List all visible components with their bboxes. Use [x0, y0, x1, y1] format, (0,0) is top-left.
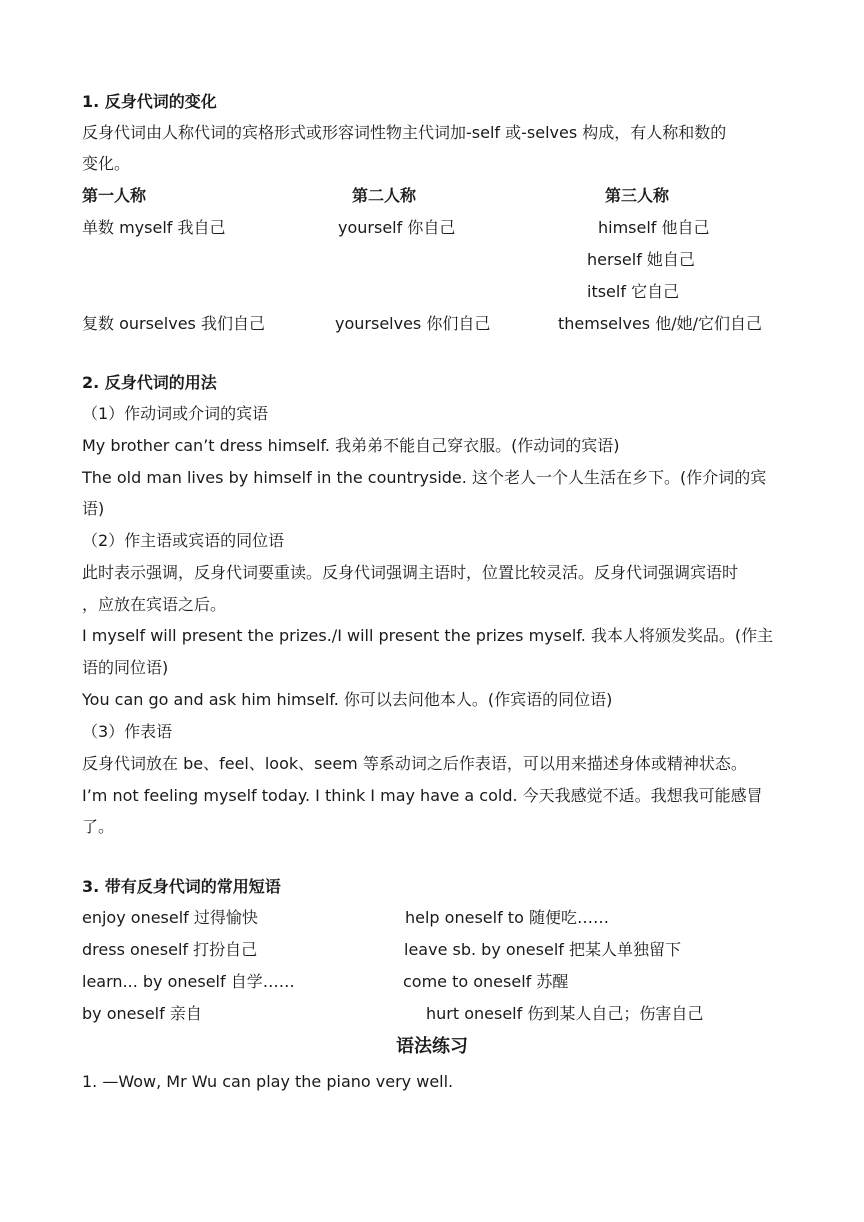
- section2-line: I’m not feeling myself today. I think I may have a cold. 今天我感觉不适。我想我可能感冒: [82, 786, 763, 805]
- exercise-title: 语法练习: [396, 1036, 468, 1057]
- header-first-person: 第一人称: [82, 186, 147, 205]
- section2-line: 此时表示强调，反身代词要重读。反身代词强调主语时，位置比较灵活。反身代词强调宾语时: [82, 563, 739, 582]
- section2-line: 了。: [82, 817, 115, 836]
- section1-intro-line2: 变化。: [82, 154, 131, 173]
- section2-line: You can go and ask him himself. 你可以去问他本人。(作宾语的同位语): [82, 690, 613, 709]
- section2-line: （1）作动词或介词的宾语: [82, 404, 269, 423]
- phrase-right: come to oneself 苏醒: [403, 972, 569, 991]
- singular-second: yourself 你自己: [338, 218, 456, 237]
- section1-intro-line1: 反身代词由人称代词的宾格形式或形容词性物主代词加-self 或-selves 构成，有人称和数的: [82, 123, 727, 142]
- section2-line: 语的同位语): [82, 658, 169, 677]
- section2-line: （3）作表语: [82, 722, 173, 741]
- header-second-person: 第二人称: [352, 186, 417, 205]
- phrase-left: learn... by oneself 自学……: [82, 972, 295, 991]
- section2-line: The old man lives by himself in the countryside. 这个老人一个人生活在乡下。(作介词的宾: [82, 468, 767, 487]
- phrase-right: hurt oneself 伤到某人自己；伤害自己: [426, 1004, 704, 1023]
- section1-heading: 1. 反身代词的变化: [82, 92, 217, 111]
- section2-heading: 2. 反身代词的用法: [82, 373, 217, 392]
- plural-first: 复数 ourselves 我们自己: [82, 314, 265, 333]
- phrase-left: by oneself 亲自: [82, 1004, 202, 1023]
- section3-heading: 3. 带有反身代词的常用短语: [82, 877, 281, 896]
- phrase-right: leave sb. by oneself 把某人单独留下: [404, 940, 681, 959]
- section2-line: I myself will present the prizes./I will present the prizes myself. 我本人将颁发奖品。(作主: [82, 626, 774, 645]
- exercise-question-1: 1. —Wow, Mr Wu can play the piano very well.: [82, 1072, 454, 1091]
- singular-first: 单数 myself 我自己: [82, 218, 226, 237]
- singular-third-itself: itself 它自己: [587, 282, 680, 301]
- section2-line: ，应放在宾语之后。: [82, 595, 227, 614]
- section2-line: （2）作主语或宾语的同位语: [82, 531, 285, 550]
- singular-third-herself: herself 她自己: [587, 250, 695, 269]
- plural-third: themselves 他/她/它们自己: [558, 314, 762, 333]
- phrase-left: dress oneself 打扮自己: [82, 940, 258, 959]
- singular-third-himself: himself 他自己: [598, 218, 710, 237]
- section2-line: 反身代词放在 be、feel、look、seem 等系动词之后作表语，可以用来描述身体或精神状态。: [82, 754, 747, 773]
- phrase-right: help oneself to 随便吃……: [405, 908, 609, 927]
- section2-line: My brother can’t dress himself. 我弟弟不能自己穿衣服。(作动词的宾语): [82, 436, 620, 455]
- phrase-left: enjoy oneself 过得愉快: [82, 908, 258, 927]
- section2-line: 语): [82, 499, 105, 518]
- plural-second: yourselves 你们自己: [335, 314, 491, 333]
- header-third-person: 第三人称: [605, 186, 670, 205]
